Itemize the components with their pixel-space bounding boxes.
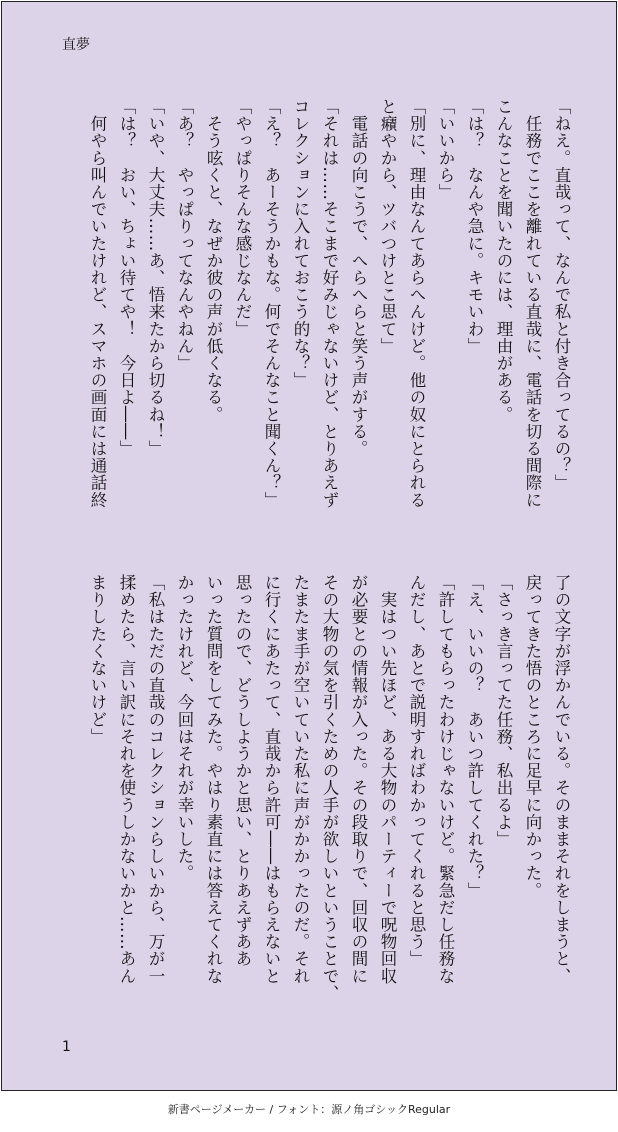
text-line: に行くにあたって、直哉から許可――はもらえないと <box>262 574 281 985</box>
text-line: 「やっぱりそんな感じなんだ」 <box>233 98 252 338</box>
text-line: その大物の気を引くための人手が欲しいということで、 <box>320 574 339 1002</box>
text-line: たまたま手が空いていた私に声がかかったのだ。それ <box>291 574 310 985</box>
text-line: 「さっき言ってた任務、私出るよ」 <box>494 574 513 848</box>
text-line: 何やら叫んでいたけれど、スマホの画面には通話終 <box>88 98 107 509</box>
text-line: 実はつい先ほど、ある大物のパーティーで呪物回収 <box>378 574 397 985</box>
text-line: 「それは……そこまで好みじゃないけど、とりあえず <box>320 98 339 509</box>
footer-credit: 新書ページメーカー / フォント：源ノ角ゴシックRegular <box>167 1103 451 1116</box>
text-line: と癪やから、ツバつけとこ思て」 <box>378 98 397 355</box>
text-line: こんなことを聞いたのには、理由がある。 <box>494 98 513 423</box>
text-line: 「私はただの直哉のコレクションらしいから、万が一 <box>146 574 165 985</box>
text-line: 「ねえ。直哉って、なんで私と付き合ってるの？」 <box>552 98 571 492</box>
page-number: 1 <box>62 1039 71 1055</box>
text-line: まりしたくないけど」 <box>88 574 107 745</box>
text-line: 思ったので、どうしようかと思い、とりあえずああ <box>233 574 252 968</box>
text-line: いった質問をしてみた。やはり素直には答えてくれな <box>204 574 223 985</box>
text-column-top <box>62 98 576 528</box>
text-line: 「別に、理由なんてあらへんけど。他の奴にとられる <box>407 98 426 509</box>
text-line: が必要との情報が入った。その段取りで、回収の間に <box>349 574 368 985</box>
text-line: そう呟くと、なぜか彼の声が低くなる。 <box>204 98 223 423</box>
text-line: 任務でここを離れている直哉に、電話を切る間際に <box>523 98 542 509</box>
text-line: 「あ？ やっぱりってなんやねん」 <box>175 98 194 372</box>
text-line: 「いや、大丈夫……あ、悟来たから切るね！」 <box>146 98 165 458</box>
text-line: 了の文字が浮かんでいる。そのままそれをしまうと、 <box>552 574 571 985</box>
novel-page <box>1 1 617 1091</box>
text-line: 「は？ なんや急に。キモいわ」 <box>465 98 484 355</box>
text-line: 「は？ おい、ちょい待てや！ 今日よ――」 <box>117 98 136 458</box>
text-column-bottom <box>62 574 576 1004</box>
text-line: 「え、いいの？ あいつ許してくれた？」 <box>465 574 484 899</box>
text-line: 「許してもらったわけじゃないけど。緊急だし任務な <box>436 574 455 985</box>
text-line: 戻ってきた悟のところに足早に向かった。 <box>523 574 542 899</box>
text-line: かったけれど、今回はそれが幸いした。 <box>175 574 194 882</box>
text-line: 「え？ あーそうかもな。何でそんなこと聞くん？」 <box>262 98 281 509</box>
text-line: 電話の向こうで、へらへらと笑う声がする。 <box>349 98 368 458</box>
text-line: コレクションに入れておこう的な？」 <box>291 98 310 389</box>
page-title: 直夢 <box>62 37 90 53</box>
text-line: んだし、あとで説明すればわかってくれると思う」 <box>407 574 426 968</box>
text-line: 「いいから」 <box>436 98 455 201</box>
text-line: 揉めたら、言い訳にそれを使うしかないかと……あん <box>117 574 136 985</box>
